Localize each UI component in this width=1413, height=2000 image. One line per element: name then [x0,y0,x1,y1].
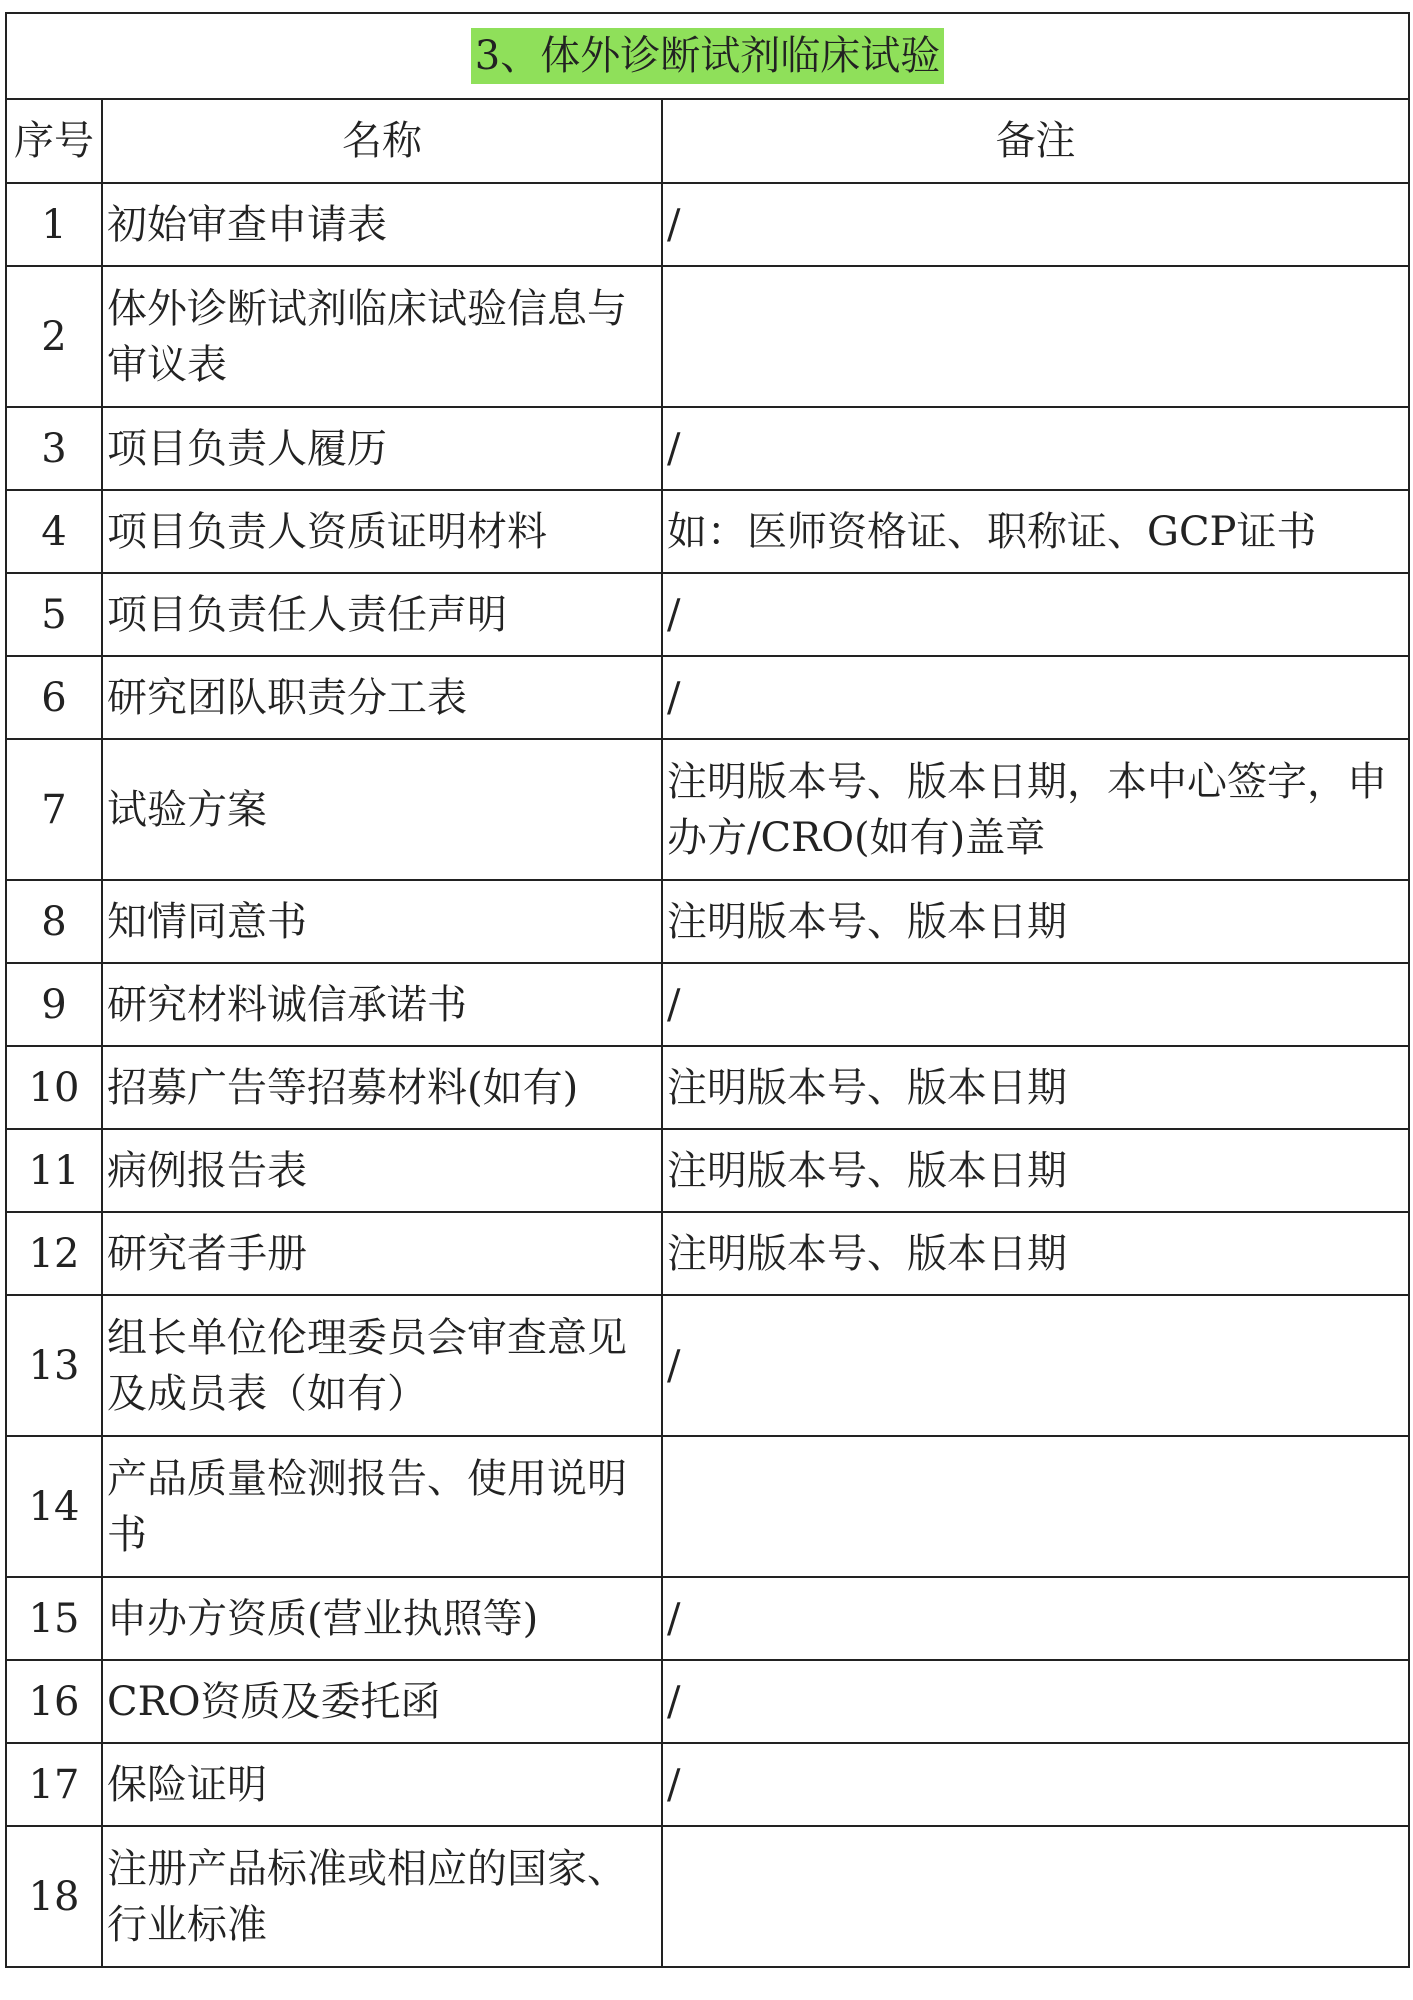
row-seq: 3 [6,407,102,490]
table-row [6,407,1409,490]
row-seq: 9 [6,963,102,1046]
table-row [6,1046,1409,1129]
row-note: 注明版本号、版本日期 [662,1129,1409,1212]
row-seq: 6 [6,656,102,739]
table-row [6,183,1409,266]
row-name: 产品质量检测报告、使用说明书 [102,1436,662,1577]
row-seq: 18 [6,1826,102,1967]
row-name: 初始审查申请表 [102,183,662,266]
row-note [662,1436,1409,1577]
row-note [662,1826,1409,1967]
table-row [6,1577,1409,1660]
table-row [6,1660,1409,1743]
header-note: 备注 [662,99,1409,183]
row-note [662,266,1409,407]
row-name: 项目负责任人责任声明 [102,573,662,656]
row-name: 项目负责人履历 [102,407,662,490]
row-seq: 16 [6,1660,102,1743]
row-seq: 5 [6,573,102,656]
row-name: 招募广告等招募材料(如有) [102,1046,662,1129]
row-name: 病例报告表 [102,1129,662,1212]
title-cell [6,13,1409,99]
row-seq: 1 [6,183,102,266]
table-row [6,266,1409,407]
row-name: 研究材料诚信承诺书 [102,963,662,1046]
row-seq: 8 [6,880,102,963]
table-row [6,656,1409,739]
row-seq: 4 [6,490,102,573]
row-name: 试验方案 [102,739,662,880]
table-row [6,490,1409,573]
table-title: 3、体外诊断试剂临床试验 [471,28,944,84]
table-row [6,1826,1409,1967]
row-seq: 17 [6,1743,102,1826]
table-row [6,1129,1409,1212]
row-name: 注册产品标准或相应的国家、行业标准 [102,1826,662,1967]
row-seq: 11 [6,1129,102,1212]
row-note: 注明版本号、版本日期，本中心签字，申办方/CRO(如有)盖章 [662,739,1409,880]
row-name: 体外诊断试剂临床试验信息与审议表 [102,266,662,407]
row-name: 保险证明 [102,1743,662,1826]
row-note: / [662,1295,1409,1436]
row-name: 研究团队职责分工表 [102,656,662,739]
row-seq: 14 [6,1436,102,1577]
header-row [6,99,1409,183]
table-row [6,1436,1409,1577]
table-row [6,1295,1409,1436]
row-note: / [662,1743,1409,1826]
table-row [6,573,1409,656]
row-note: / [662,656,1409,739]
row-seq: 12 [6,1212,102,1295]
row-name: 知情同意书 [102,880,662,963]
table-row [6,1212,1409,1295]
row-name: CRO资质及委托函 [102,1660,662,1743]
row-note: 注明版本号、版本日期 [662,1046,1409,1129]
table-row [6,739,1409,880]
document-table [5,12,1410,1968]
row-name: 组长单位伦理委员会审查意见及成员表（如有） [102,1295,662,1436]
row-note: / [662,1577,1409,1660]
table-row [6,880,1409,963]
row-name: 项目负责人资质证明材料 [102,490,662,573]
row-note: / [662,963,1409,1046]
row-seq: 10 [6,1046,102,1129]
row-note: 如：医师资格证、职称证、GCP证书 [662,490,1409,573]
row-seq: 15 [6,1577,102,1660]
row-note: / [662,1660,1409,1743]
header-name: 名称 [102,99,662,183]
title-row [6,13,1409,99]
row-seq: 7 [6,739,102,880]
row-seq: 2 [6,266,102,407]
row-name: 申办方资质(营业执照等) [102,1577,662,1660]
table-row [6,963,1409,1046]
row-seq: 13 [6,1295,102,1436]
row-note: 注明版本号、版本日期 [662,1212,1409,1295]
header-seq: 序号 [6,99,102,183]
row-note: / [662,573,1409,656]
row-note: 注明版本号、版本日期 [662,880,1409,963]
row-note: / [662,183,1409,266]
row-name: 研究者手册 [102,1212,662,1295]
table-row [6,1743,1409,1826]
row-note: / [662,407,1409,490]
